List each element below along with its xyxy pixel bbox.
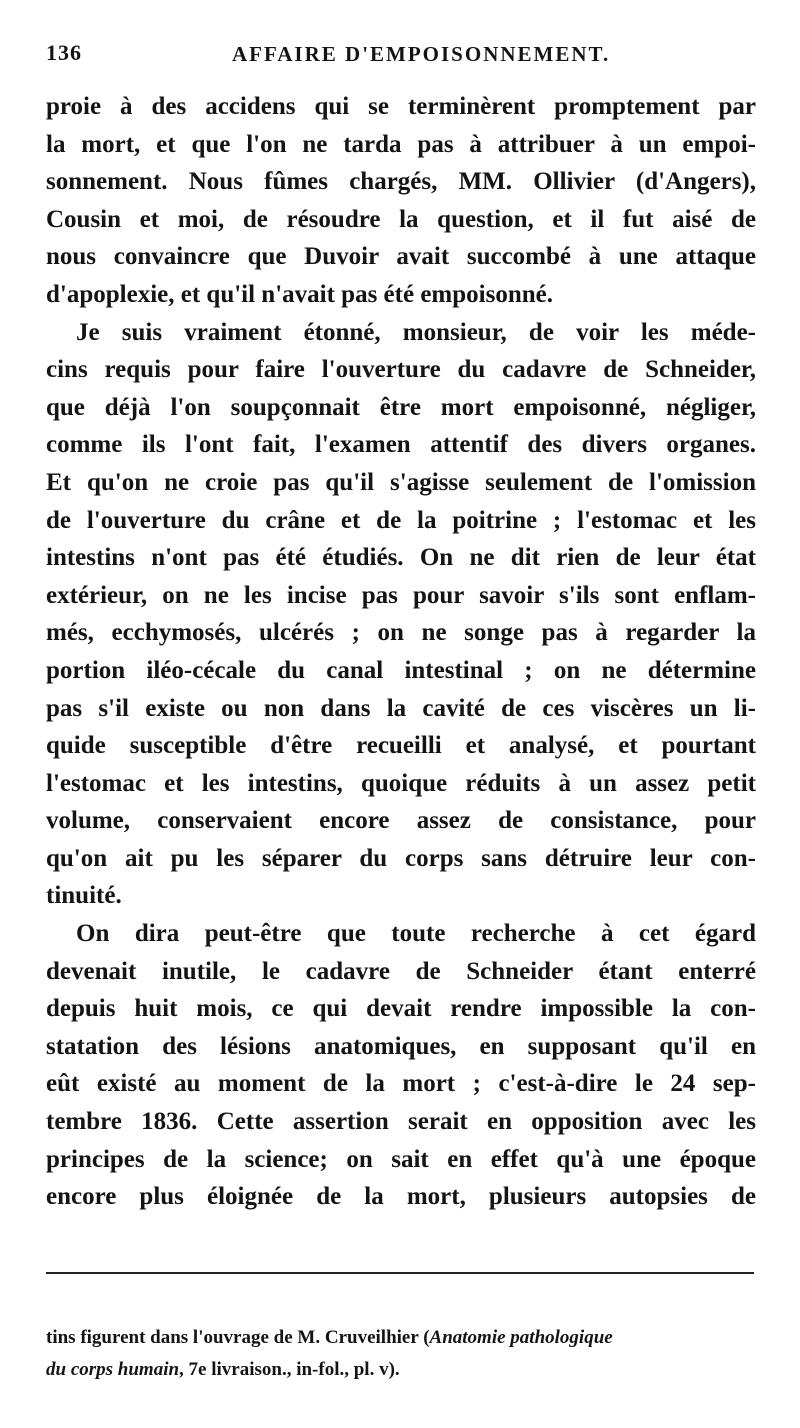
text-line: cins requis pour faire l'ouverture du cadavre de Schneider,	[46, 356, 756, 384]
text-line: volume, conservaient encore assez de consistance, pour	[46, 807, 756, 835]
page-number: 136	[46, 40, 82, 65]
footnote-text: tins figurent dans l'ouvrage de M. Cruveilhier (	[46, 1327, 430, 1348]
text-line: statation des lésions anatomiques, en supposant qu'il en	[46, 1032, 756, 1060]
text-line: l'estomac et les intestins, quoique réduits à un assez petit	[46, 769, 756, 797]
text-line: extérieur, on ne les incise pas pour savoir s'ils sont enflam-	[46, 581, 756, 609]
text-line: eût existé au moment de la mort ; c'est-à-dire le 24 sep-	[46, 1070, 756, 1098]
page-header	[46, 40, 758, 76]
footnote-text: , 7e livraison., in-fol., pl. v).	[179, 1359, 400, 1380]
text-line: On dira peut-être que toute recherche à cet égard	[76, 920, 756, 948]
footnote-title: du corps humain	[46, 1359, 180, 1380]
footnote-line	[46, 1322, 758, 1354]
text-line: portion iléo-cécale du canal intestinal ; on ne détermine	[46, 656, 756, 684]
text-line: intestins n'ont pas été étudiés. On ne dit rien de leur état	[46, 544, 756, 572]
text-line: devenait inutile, le cadavre de Schneider étant enterré	[46, 957, 756, 985]
text-line: sonnement. Nous fûmes chargés, MM. Ollivier (d'Angers),	[46, 168, 756, 196]
text-line: principes de la science; on sait en effet qu'à une époque	[46, 1145, 756, 1173]
footnote	[46, 1322, 758, 1386]
text-line: proie à des accidens qui se terminèrent promptement par	[46, 93, 756, 120]
text-line: que déjà l'on soupçonnait être mort empoisonné, négliger,	[46, 393, 756, 421]
text-line: depuis huit mois, ce qui devait rendre impossible la con-	[46, 995, 756, 1023]
text-line: Je suis vraiment étonné, monsieur, de voir les méde-	[76, 318, 756, 346]
body-text	[46, 88, 756, 1216]
text-line: de l'ouverture du crâne et de la poitrine ; l'estomac et les	[46, 506, 756, 534]
text-line: qu'on ait pu les séparer du corps sans détruire leur con-	[46, 844, 756, 872]
text-line: més, ecchymosés, ulcérés ; on ne songe pas à regarder la	[46, 619, 756, 647]
text-line: tembre 1836. Cette assertion serait en opposition avec les	[46, 1108, 756, 1136]
footnote-title: Anatomie pathologique	[429, 1327, 613, 1348]
text-line: la mort, et que l'on ne tarda pas à attribuer à un empoi-	[46, 130, 756, 158]
footnote-line	[46, 1354, 758, 1386]
text-line: pas s'il existe ou non dans la cavité de ces viscères un li-	[46, 694, 756, 722]
text-line: Cousin et moi, de résoudre la question, et il fut aisé de	[46, 205, 756, 233]
text-line: Et qu'on ne croie pas qu'il s'agisse seulement de l'omission	[46, 468, 756, 496]
text-line: quide susceptible d'être recueilli et analysé, et pourtant	[46, 732, 756, 760]
footnote-divider	[46, 1272, 754, 1274]
running-title: AFFAIRE D'EMPOISONNEMENT.	[232, 42, 611, 66]
text-line: tinuité.	[46, 882, 122, 910]
text-line: comme ils l'ont fait, l'examen attentif des divers organes.	[46, 431, 756, 459]
text-line: encore plus éloignée de la mort, plusieurs autopsies de	[46, 1183, 756, 1211]
text-line: nous convaincre que Duvoir avait succombé à une attaque	[46, 243, 756, 271]
text-line: d'apoplexie, et qu'il n'avait pas été empoisonné.	[46, 280, 553, 308]
